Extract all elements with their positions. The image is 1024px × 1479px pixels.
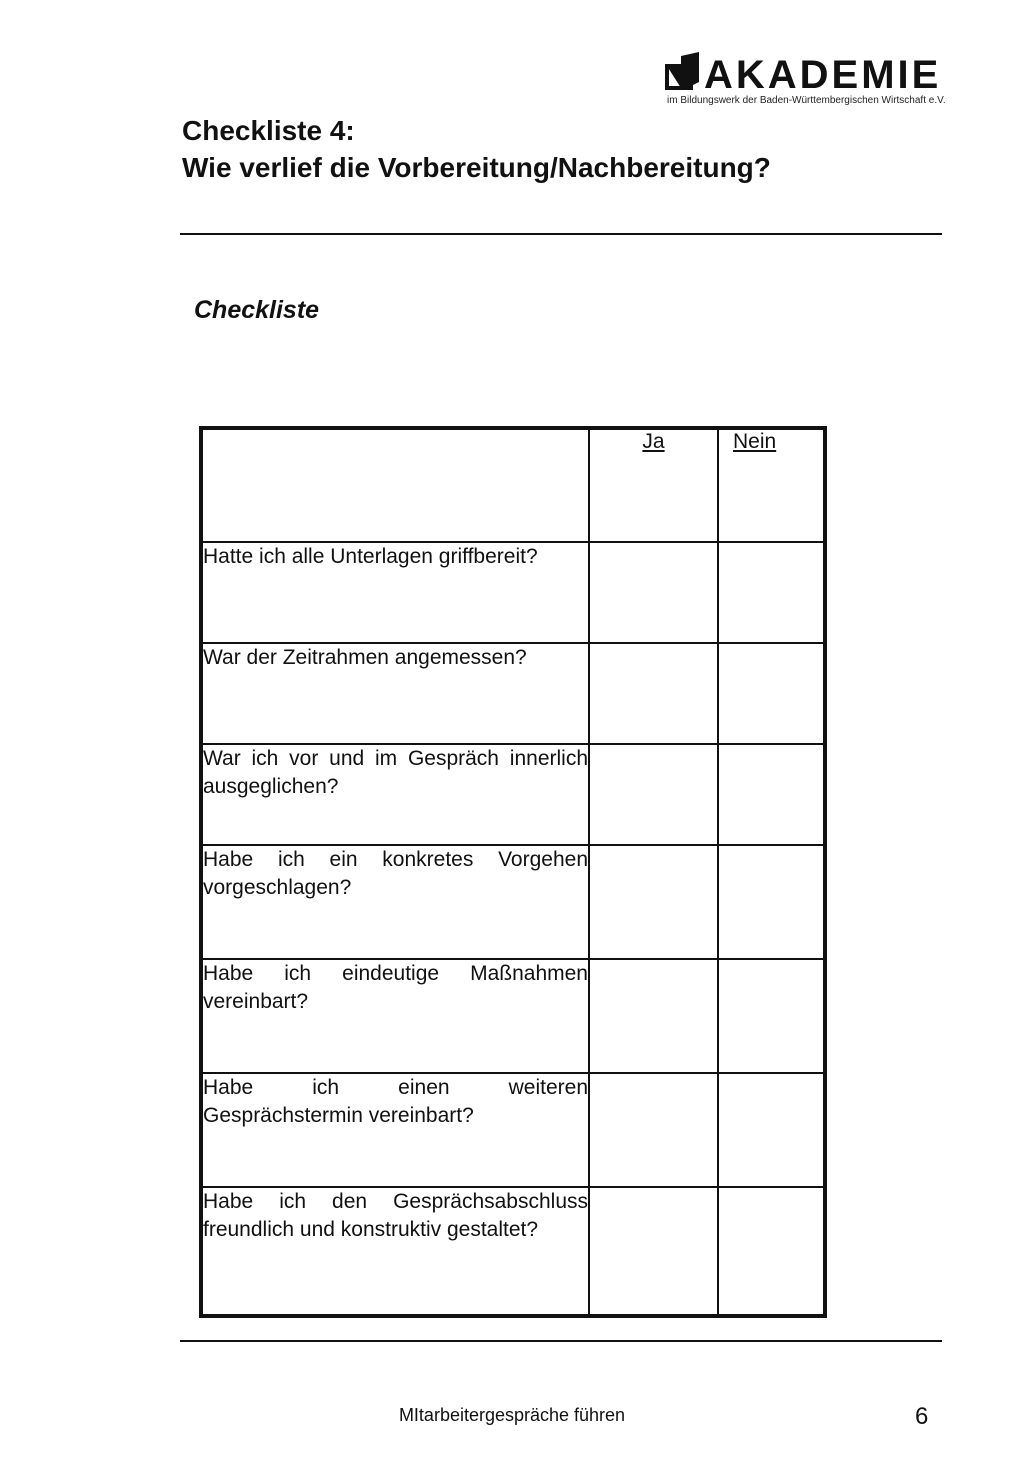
table-row: [201, 1187, 825, 1316]
nein-cell[interactable]: [718, 1073, 825, 1187]
checklist-table: [199, 426, 827, 1318]
table-row: [201, 959, 825, 1073]
akademie-logo-icon: [664, 52, 702, 94]
ja-cell[interactable]: [589, 1073, 718, 1187]
nein-cell[interactable]: [718, 643, 825, 744]
ja-cell[interactable]: [589, 744, 718, 845]
table-row: [201, 542, 825, 643]
page-number: 6: [915, 1403, 929, 1430]
question-cell: Habe ich eindeutige Maßnahmen vereinbart?: [201, 959, 589, 1073]
ja-cell[interactable]: [589, 542, 718, 643]
section-subtitle: Checkliste: [194, 296, 320, 324]
ja-cell[interactable]: [589, 1187, 718, 1316]
header-cell-ja: Ja: [589, 428, 718, 542]
ja-cell[interactable]: [589, 959, 718, 1073]
table-header-row: [201, 428, 825, 542]
header-cell-nein: Nein: [718, 428, 825, 542]
akademie-logo: [664, 52, 944, 112]
table-row: [201, 845, 825, 959]
question-cell: Hatte ich alle Unterlagen griffbereit?: [201, 542, 589, 643]
footer-divider: [180, 1340, 942, 1342]
question-cell: War der Zeitrahmen angemessen?: [201, 643, 589, 744]
table-row: [201, 1073, 825, 1187]
header-divider: [180, 233, 942, 235]
question-cell: Habe ich einen weiteren Gesprächstermin vereinbart?: [201, 1073, 589, 1187]
page-title-line-1: Checkliste 4:: [182, 115, 355, 146]
footer-text: MItarbeitergespräche führen: [398, 1405, 626, 1425]
logo-wordmark: AKADEMIE: [704, 53, 942, 97]
nein-cell[interactable]: [718, 959, 825, 1073]
nein-cell[interactable]: [718, 744, 825, 845]
nein-cell[interactable]: [718, 845, 825, 959]
question-cell: Habe ich ein konkretes Vorgehen vorgeschlagen?: [201, 845, 589, 959]
nein-cell[interactable]: [718, 1187, 825, 1316]
table-row: [201, 643, 825, 744]
header-cell-question: [201, 428, 589, 542]
page-title: [182, 112, 771, 186]
nein-cell[interactable]: [718, 542, 825, 643]
ja-cell[interactable]: [589, 643, 718, 744]
ja-cell[interactable]: [589, 845, 718, 959]
question-cell: Habe ich den Gesprächsabschluss freundlich und konstruktiv gestaltet?: [201, 1187, 589, 1316]
page-title-line-2: Wie verlief die Vorbereitung/Nachbereitung?: [182, 152, 771, 183]
logo-subtitle: im Bildungswerk der Baden-Württembergischen Wirtschaft e.V.: [667, 95, 946, 106]
question-cell: War ich vor und im Gespräch innerlich ausgeglichen?: [201, 744, 589, 845]
table-row: [201, 744, 825, 845]
